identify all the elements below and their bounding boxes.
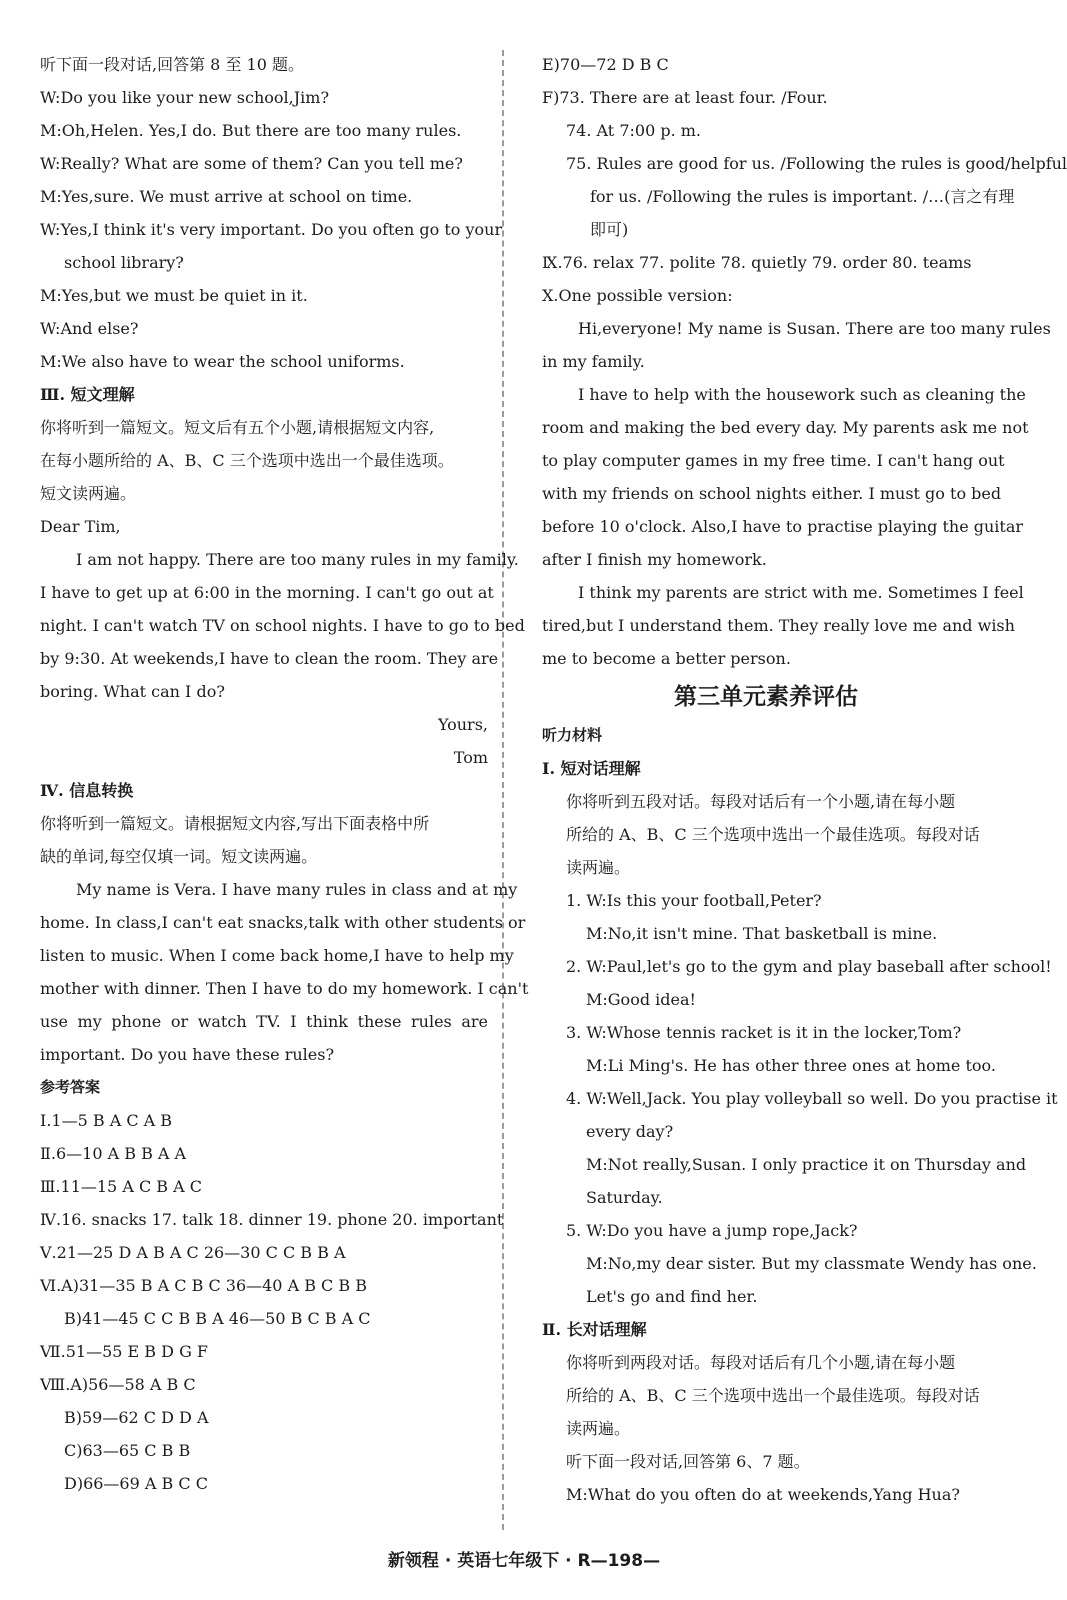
text-line: M:What do you often do at weekends,Yang Hua? [566, 1485, 960, 1504]
text-line: 75. Rules are good for us. /Following the rules is good/helpful [566, 154, 1067, 173]
text-line: 你将听到一篇短文。短文后有五个小题,请根据短文内容, [40, 418, 435, 437]
column-divider [502, 50, 504, 1530]
text-line: 你将听到五段对话。每段对话后有一个小题,请在每小题 [566, 792, 956, 811]
text-line: 你将听到两段对话。每段对话后有几个小题,请在每小题 [566, 1353, 956, 1372]
right-column-bottom [542, 719, 1058, 1511]
text-line: M:Yes,but we must be quiet in it. [40, 286, 308, 305]
text-line: M:Yes,sure. We must arrive at school on time. [40, 187, 413, 206]
text-line: D)66—69 A B C C [64, 1474, 208, 1493]
text-line: I have to help with the housework such as cleaning the [578, 385, 1026, 404]
text-line: 2. W:Paul,let's go to the gym and play baseball after school! [566, 957, 1052, 976]
text-line: Ⅴ.21—25 D A B A C 26—30 C C B B A [40, 1243, 346, 1262]
text-line: M:Not really,Susan. I only practice it on Thursday and [586, 1155, 1027, 1174]
text-line: Ⅰ. 短对话理解 [542, 759, 641, 778]
text-line: 1. W:Is this your football,Peter? [566, 891, 822, 910]
text-line: after I finish my homework. [542, 550, 767, 569]
text-line: Ⅳ.16. snacks 17. talk 18. dinner 19. phone 20. important [40, 1210, 504, 1229]
text-line: home. In class,I can't eat snacks,talk with other students or [40, 913, 526, 932]
text-line: 听下面一段对话,回答第 8 至 10 题。 [40, 55, 304, 74]
text-line: tired,but I understand them. They really love me and wish [542, 616, 1015, 635]
text-line: by 9:30. At weekends,I have to clean the room. They are [40, 649, 499, 668]
text-line: me to become a better person. [542, 649, 791, 668]
text-line: every day? [586, 1122, 674, 1141]
text-line: 缺的单词,每空仅填一词。短文读两遍。 [40, 847, 318, 866]
text-line: 短文读两遍。 [40, 484, 137, 503]
text-line: M:Oh,Helen. Yes,I do. But there are too many rules. [40, 121, 462, 140]
right-column-top [542, 48, 1067, 675]
text-line: M:Good idea! [586, 990, 696, 1009]
section-title: 第三单元素养评估 [674, 684, 858, 710]
text-line: for us. /Following the rules is important. /…(言之有理 [590, 187, 1015, 206]
text-line: B)59—62 C D D A [64, 1408, 209, 1427]
text-line: in my family. [542, 352, 645, 371]
text-line: listen to music. When I come back home,I have to help my [40, 946, 514, 965]
text-line: boring. What can I do? [40, 682, 225, 701]
text-line: before 10 o'clock. Also,I have to practise playing the guitar [542, 517, 1024, 536]
text-line: 参考答案 [40, 1078, 101, 1096]
text-line: B)41—45 C C B B A 46—50 B C B A C [64, 1309, 371, 1328]
text-line: 读两遍。 [566, 1419, 631, 1438]
text-line: Tom [453, 748, 488, 767]
text-line: Ⅳ. 信息转换 [40, 781, 134, 800]
text-line: Saturday. [586, 1188, 663, 1207]
text-line: I am not happy. There are too many rules in my family. [76, 550, 519, 569]
text-line: 3. W:Whose tennis racket is it in the locker,Tom? [566, 1023, 962, 1042]
text-line: Hi,everyone! My name is Susan. There are too many rules [578, 319, 1051, 338]
text-line: I think my parents are strict with me. Sometimes I feel [578, 583, 1024, 602]
text-line: 所给的 A、B、C 三个选项中选出一个最佳选项。每段对话 [566, 1386, 980, 1405]
text-line: 所给的 A、B、C 三个选项中选出一个最佳选项。每段对话 [566, 825, 980, 844]
text-line: Ⅲ. 短文理解 [40, 385, 135, 404]
text-line: Ⅹ.One possible version: [542, 286, 733, 305]
text-line: W:Really? What are some of them? Can you tell me? [40, 154, 463, 173]
text-line: F)73. There are at least four. /Four. [542, 88, 828, 107]
text-line: Ⅱ. 长对话理解 [542, 1320, 647, 1339]
text-line: Dear Tim, [40, 517, 121, 536]
text-line: night. I can't watch TV on school nights. I have to go to bed [40, 616, 525, 635]
text-line: Ⅸ.76. relax 77. polite 78. quietly 79. order 80. teams [542, 253, 972, 272]
text-line: C)63—65 C B B [64, 1441, 191, 1460]
page-footer: 新领程 · 英语七年级下 · R—198— [387, 1551, 661, 1571]
text-line: 74. At 7:00 p. m. [566, 121, 702, 140]
text-line: 读两遍。 [566, 858, 631, 877]
text-line: Ⅶ.51—55 E B D G F [40, 1342, 209, 1361]
text-line: mother with dinner. Then I have to do my homework. I can't [40, 979, 529, 998]
text-line: important. Do you have these rules? [40, 1045, 335, 1064]
text-line: 4. W:Well,Jack. You play volleyball so well. Do you practise it [566, 1089, 1058, 1108]
text-line: Ⅱ.6—10 A B B A A [40, 1144, 187, 1163]
text-line: 听下面一段对话,回答第 6、7 题。 [566, 1452, 810, 1471]
text-line: M:We also have to wear the school uniforms. [40, 352, 405, 371]
text-line: M:Li Ming's. He has other three ones at home too. [586, 1056, 996, 1075]
text-line: 你将听到一篇短文。请根据短文内容,写出下面表格中所 [40, 814, 430, 833]
text-line: E)70—72 D B C [542, 55, 669, 74]
text-line: Ⅲ.11—15 A C B A C [40, 1177, 203, 1196]
text-line: school library? [64, 253, 184, 272]
text-line: M:No,it isn't mine. That basketball is mine. [586, 924, 938, 943]
text-line: use my phone or watch TV. I think these rules are [40, 1012, 488, 1031]
text-line: W:And else? [40, 319, 139, 338]
text-line: W:Yes,I think it's very important. Do you often go to your [40, 220, 503, 239]
text-line: Ⅵ.A)31—35 B A C B C 36—40 A B C B B [40, 1276, 367, 1295]
text-line: Ⅰ.1—5 B A C A B [40, 1111, 173, 1130]
text-line: with my friends on school nights either. I must go to bed [542, 484, 1002, 503]
text-line: My name is Vera. I have many rules in class and at my [76, 880, 518, 899]
right-column [542, 48, 1067, 1511]
text-line: to play computer games in my free time. I can't hang out [542, 451, 1005, 470]
text-line: Let's go and find her. [586, 1287, 758, 1306]
text-line: 即可) [590, 220, 629, 239]
text-line: W:Do you like your new school,Jim? [40, 88, 330, 107]
text-line: 听力材料 [542, 726, 603, 744]
text-line: Yours, [437, 715, 488, 734]
text-line: M:No,my dear sister. But my classmate Wendy has one. [586, 1254, 1037, 1273]
text-line: Ⅷ.A)56—58 A B C [40, 1375, 196, 1394]
text-line: room and making the bed every day. My parents ask me not [542, 418, 1029, 437]
text-line: 5. W:Do you have a jump rope,Jack? [566, 1221, 858, 1240]
text-line: 在每小题所给的 A、B、C 三个选项中选出一个最佳选项。 [40, 451, 454, 470]
text-line: I have to get up at 6:00 in the morning. I can't go out at [40, 583, 494, 602]
left-column [40, 48, 529, 1500]
